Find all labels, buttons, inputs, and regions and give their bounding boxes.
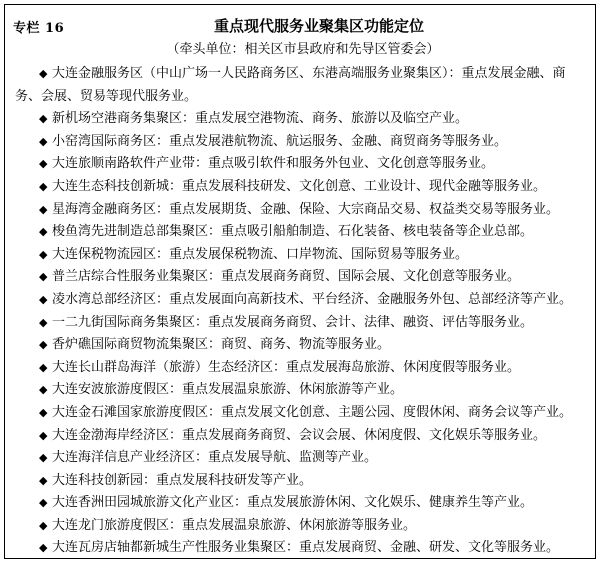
list-item: [15, 425, 589, 448]
column-box: [4, 4, 596, 559]
diamond-bullet-icon: ◆: [39, 112, 48, 126]
diamond-bullet-icon: ◆: [39, 451, 48, 465]
list-item: [15, 199, 589, 222]
list-item-text: 大连安波旅游度假区：重点发展温泉旅游、休闲旅游等产业。: [52, 382, 404, 398]
diamond-bullet-icon: ◆: [39, 428, 48, 442]
diamond-bullet-icon: ◆: [39, 338, 48, 352]
list-item: [15, 108, 589, 131]
list-item: [15, 244, 589, 267]
diamond-bullet-icon: ◆: [39, 315, 48, 329]
list-item-text: 大连金渤海岸经济区：重点发展商务商贸、会议会展、休闲度假、文化娱乐等服务业。: [52, 427, 547, 443]
list-item-text: 大连长山群岛海洋（旅游）生态经济区：重点发展海岛旅游、休闲度假等服务业。: [52, 359, 521, 375]
list-item-text: 大连龙门旅游度假区：重点发展温泉旅游、休闲旅游等服务业。: [52, 517, 417, 533]
list-item-text: 大连旅顺南路软件产业带：重点吸引软件和服务外包业、文化创意等服务业。: [52, 156, 495, 172]
list-item-text: 普兰店综合性服务业集聚区：重点发展商务商贸、国际会展、文化创意等服务业。: [52, 269, 521, 285]
list-item: [15, 334, 589, 357]
diamond-bullet-icon: ◆: [39, 541, 48, 555]
diamond-bullet-icon: ◆: [39, 134, 48, 148]
list-item-text: 大连瓦房店轴都新城生产性服务业集聚区：重点发展商贸、金融、研发、文化等服务业。: [52, 540, 560, 556]
list-item: [15, 515, 589, 538]
diamond-bullet-icon: ◆: [39, 67, 48, 80]
diamond-bullet-icon: ◆: [39, 202, 48, 216]
list-item: [15, 402, 589, 425]
diamond-bullet-icon: ◆: [39, 405, 48, 419]
diamond-bullet-icon: ◆: [39, 360, 48, 374]
list-item: [15, 447, 589, 470]
page-title: 重点现代服务业聚集区功能定位: [213, 17, 424, 35]
list-item-text: 大连金融服务区（中山广场一人民路商务区、东港高端服务业聚集区）：重点发展金融、商务、会展、贸易等现代服务业。: [15, 66, 566, 104]
list-item-text: 大连香洲田园城旅游文化产业区：重点发展旅游休闲、文化娱乐、健康养生等产业。: [52, 495, 534, 511]
diamond-bullet-icon: ◆: [39, 225, 48, 239]
list-item: [15, 537, 589, 560]
list-item-text: 小窑湾国际商务区：重点发展港航物流、航运服务、金融、商贸商务等服务业。: [52, 133, 508, 149]
diamond-bullet-icon: ◆: [39, 179, 48, 193]
list-item: [15, 357, 589, 380]
list-item-text: 大连金石滩国家旅游度假区：重点发展文化创意、主题公园、度假休闲、商务会议等产业。: [52, 404, 573, 420]
list-item: [15, 379, 589, 402]
list-item-text: 大连保税物流园区：重点发展保税物流、口岸物流、国际贸易等服务业。: [52, 246, 469, 262]
diamond-bullet-icon: ◆: [39, 518, 48, 532]
list-item-text: 大连科技创新园：重点发展科技研发等产业。: [52, 472, 313, 488]
list-item: [15, 492, 589, 515]
list-item: [15, 131, 589, 154]
list-item: [15, 153, 589, 176]
column-label: 专栏 16: [13, 21, 65, 36]
list-item: [15, 176, 589, 199]
list-item-text: 新机场空港商务集聚区：重点发展空港物流、商务、旅游以及临空产业。: [52, 111, 469, 127]
lead-unit-subtitle: （牵头单位：相关区市县政府和先导区管委会）: [166, 42, 440, 57]
diamond-bullet-icon: ◆: [39, 383, 48, 397]
diamond-bullet-icon: ◆: [39, 270, 48, 284]
zone-list: [15, 63, 589, 560]
diamond-bullet-icon: ◆: [39, 157, 48, 171]
list-item: [15, 470, 589, 493]
diamond-bullet-icon: ◆: [39, 247, 48, 261]
diamond-bullet-icon: ◆: [39, 473, 48, 487]
list-item-text: 星海湾金融商务区：重点发展期货、金融、保险、大宗商品交易、权益类交易等服务业。: [52, 201, 560, 217]
list-item-text: 一二九街国际商务集聚区：重点发展商务商贸、会计、法律、融资、评估等服务业。: [52, 314, 534, 330]
list-item-text: 凌水湾总部经济区：重点发展面向高新技术、平台经济、金融服务外包、总部经济等产业。: [52, 291, 573, 307]
list-item: [15, 63, 589, 108]
diamond-bullet-icon: ◆: [39, 496, 48, 510]
list-item-text: 梭鱼湾先进制造总部集聚区：重点吸引船舶制造、石化装备、核电装备等企业总部。: [52, 224, 534, 240]
list-item: [15, 266, 589, 289]
list-item: [15, 289, 589, 312]
list-item-text: 香炉礁国际商贸物流集聚区：商贸、商务、物流等服务业。: [52, 337, 391, 353]
list-item-text: 大连生态科技创新城：重点发展科技研发、文化创意、工业设计、现代金融等服务业。: [52, 178, 547, 194]
list-item: [15, 312, 589, 335]
diamond-bullet-icon: ◆: [39, 292, 48, 306]
list-item-text: 大连海洋信息产业经济区：重点发展导航、监测等产业。: [52, 450, 378, 466]
list-item: [15, 221, 589, 244]
